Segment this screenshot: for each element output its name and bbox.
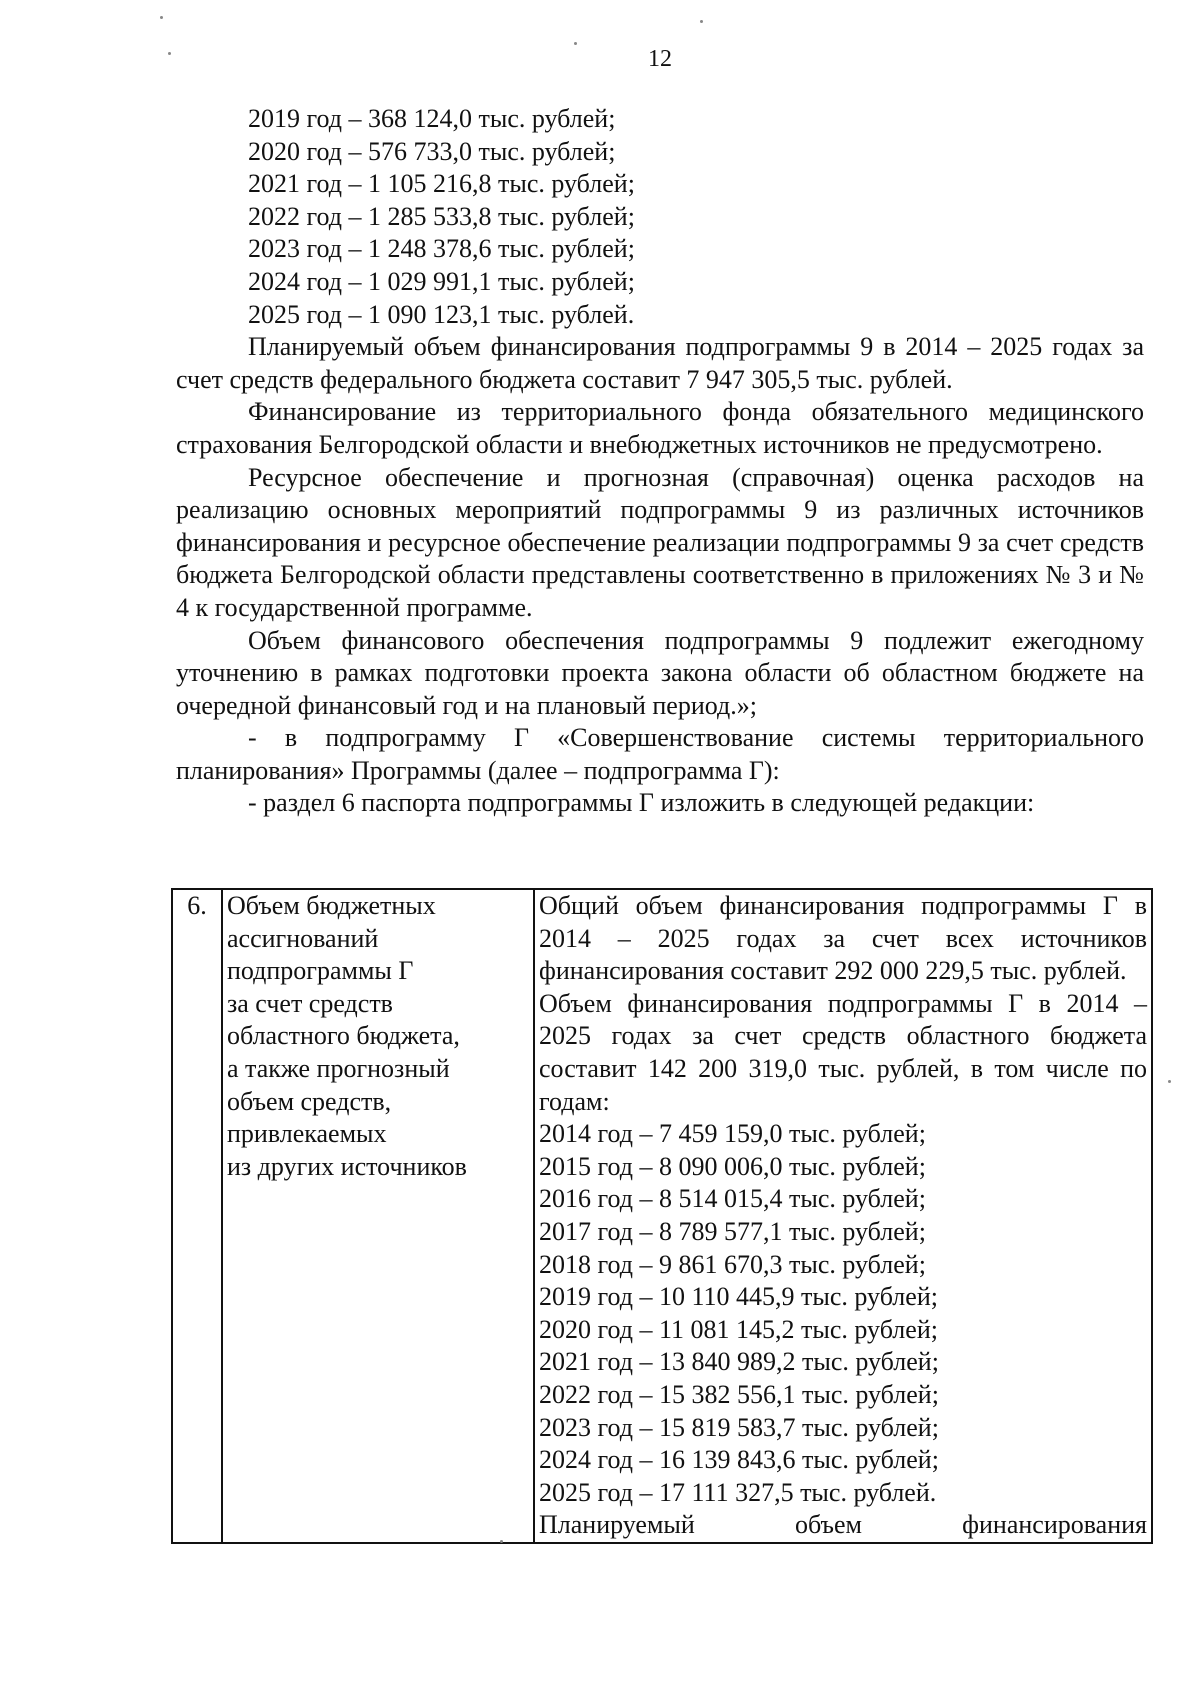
subprogram-g-paragraph: - в подпрограмму Г «Совершенствование системы территориального планирования» Программы (далее – подпрограмма Г): <box>176 723 1144 785</box>
total-funding-text: Общий объем финансирования подпрограммы Г в 2014 – 2025 годах за счет всех источников финансирования составит 292 000 229,5 тыс. рублей. <box>539 891 1147 986</box>
year-line: 2021 год – 1 105 216,8 тыс. рублей; <box>248 169 635 199</box>
scan-speck <box>574 42 577 45</box>
passport-table <box>171 888 1153 1544</box>
name-line: ассигнований <box>227 923 379 953</box>
year-line: 2020 год – 576 733,0 тыс. рублей; <box>248 136 616 166</box>
year-line: 2017 год – 8 789 577,1 тыс. рублей; <box>539 1216 926 1246</box>
scan-speck <box>500 1540 503 1543</box>
planned-funding-text: Планируемый объем финансирования <box>539 1510 1147 1540</box>
row-value-cell <box>534 889 1152 1543</box>
year-line: 2019 год – 368 124,0 тыс. рублей; <box>248 104 616 133</box>
year-line: 2016 год – 8 514 015,4 тыс. рублей; <box>539 1184 926 1214</box>
document-body <box>176 103 1144 820</box>
year-line: 2024 год – 16 139 843,6 тыс. рублей; <box>539 1445 939 1475</box>
name-line: областного бюджета, <box>227 1021 460 1051</box>
table-row <box>172 889 1152 1543</box>
resource-paragraph: Ресурсное обеспечение и прогнозная (справочная) оценка расходов на реализацию основных мероприятий подпрограммы 9 из различных источников финансирования и ресурсное обеспечение реализации подпрограммы 9 за счет средств бюджета Белгородской области представлены соответственно в приложениях № 3 и № 4 к государственной программе. <box>176 462 1144 622</box>
year-line: 2020 год – 11 081 145,2 тыс. рублей; <box>539 1314 938 1344</box>
year-line: 2022 год – 15 382 556,1 тыс. рублей; <box>539 1379 939 1409</box>
subprogram-9-years-list <box>176 103 1144 331</box>
funding-sources-paragraph: Финансирование из территориального фонда обязательного медицинского страхования Белгородской области и внебюджетных источников не предусмотрено. <box>176 397 1144 459</box>
year-line: 2022 год – 1 285 533,8 тыс. рублей; <box>248 201 635 231</box>
year-line: 2023 год – 15 819 583,7 тыс. рублей; <box>539 1412 939 1442</box>
name-line: за счет средств <box>227 988 393 1018</box>
page-number: 12 <box>648 46 672 72</box>
scan-speck <box>160 16 163 19</box>
scan-speck <box>168 52 171 55</box>
scan-speck <box>1168 1080 1171 1083</box>
row-number: 6. <box>172 889 222 1543</box>
scan-speck <box>700 20 703 23</box>
year-line: 2014 год – 7 459 159,0 тыс. рублей; <box>539 1119 926 1149</box>
volume-paragraph: Объем финансового обеспечения подпрограммы 9 подлежит ежегодному уточнению в рамках подготовки проекта закона области об областном бюджете на очередной финансовый год и на плановый период.»; <box>176 625 1144 720</box>
year-line: 2023 год – 1 248 378,6 тыс. рублей; <box>248 234 635 264</box>
year-line: 2024 год – 1 029 991,1 тыс. рублей; <box>248 266 635 296</box>
row-name-cell <box>222 889 534 1543</box>
regional-funding-text: Объем финансирования подпрограммы Г в 2014 – 2025 годах за счет средств областного бюджета составит 142 200 319,0 тыс. рублей, в том числе по годам: <box>539 988 1147 1116</box>
year-line: 2021 год – 13 840 989,2 тыс. рублей; <box>539 1347 939 1377</box>
year-line: 2015 год – 8 090 006,0 тыс. рублей; <box>539 1151 926 1181</box>
section-6-paragraph: - раздел 6 паспорта подпрограммы Г изложить в следующей редакции: <box>248 788 1035 818</box>
name-line: привлекаемых <box>227 1119 387 1149</box>
year-line: 2025 год – 1 090 123,1 тыс. рублей. <box>248 299 635 329</box>
year-line: 2019 год – 10 110 445,9 тыс. рублей; <box>539 1282 938 1312</box>
name-line: Объем бюджетных <box>227 891 436 920</box>
year-line: 2025 год – 17 111 327,5 тыс. рублей. <box>539 1477 937 1507</box>
name-line: из других источников <box>227 1151 467 1181</box>
name-line: объем средств, <box>227 1086 392 1116</box>
federal-funding-paragraph: Планируемый объем финансирования подпрограммы 9 в 2014 – 2025 годах за счет средств федерального бюджета составит 7 947 305,5 тыс. рублей. <box>176 332 1144 394</box>
name-line: а также прогнозный <box>227 1053 450 1083</box>
name-line: подпрограммы Г <box>227 956 414 986</box>
year-line: 2018 год – 9 861 670,3 тыс. рублей; <box>539 1249 926 1279</box>
